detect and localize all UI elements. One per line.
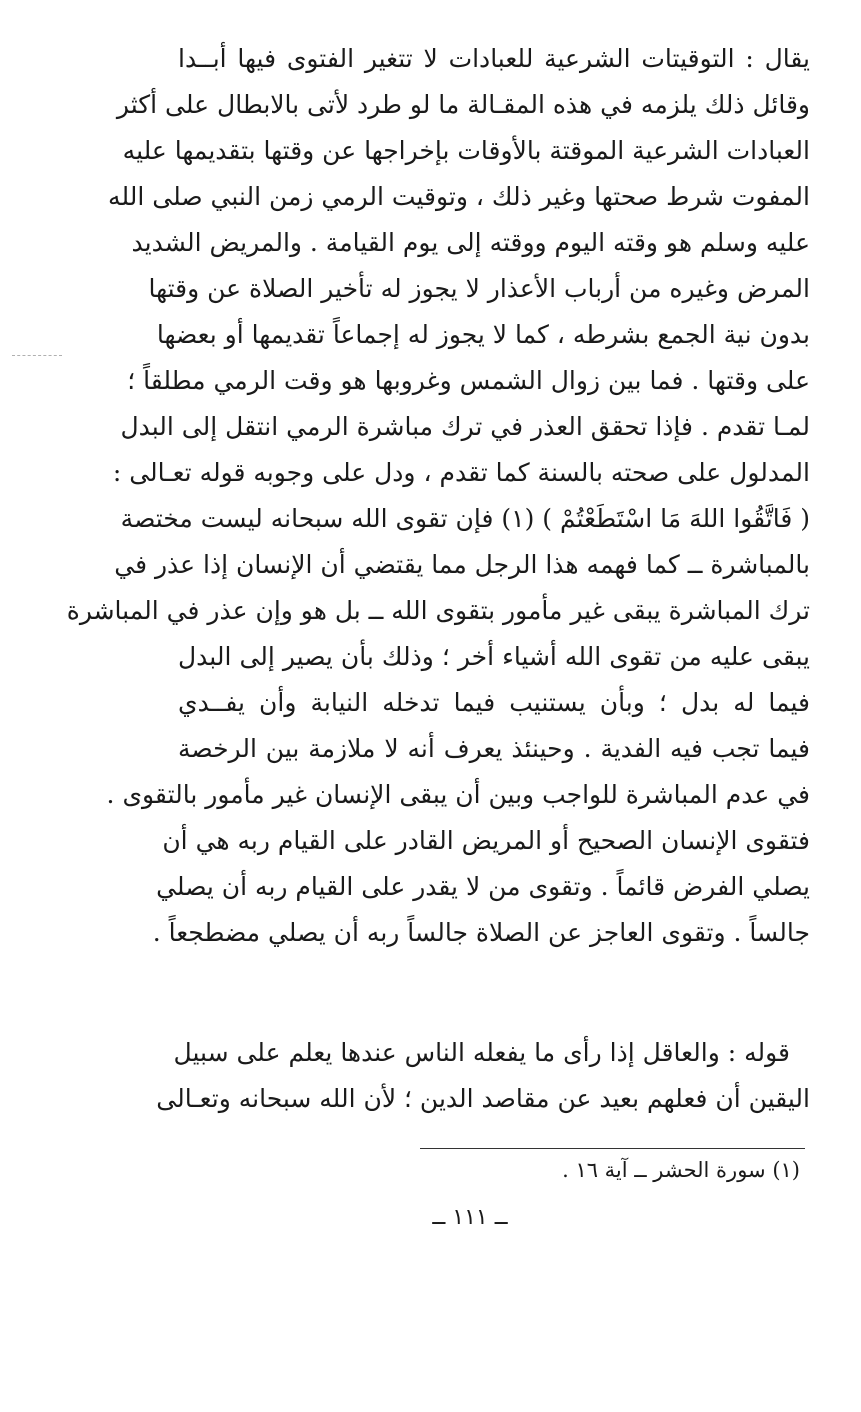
paragraph-1 [66,36,810,956]
text-line: اليقين أن فعلهم بعيد عن مقاصد الدين ؛ لأن الله سبحانه وتعـالى [156,1084,810,1113]
footnote: (١) سورة الحشر ــ آية ١٦ . [562,1158,800,1182]
paragraph-2 [156,1030,810,1122]
text-line: المدلول على صحته بالسنة كما تقدم ، ودل على وجوبه قوله تعـالى : [112,458,810,487]
text-line: بدون نية الجمع بشرطه ، كما لا يجوز له إجماعاً تقديمها أو بعضها [156,320,810,349]
margin-mark [12,355,62,356]
text-line: ترك المباشرة يبقى غير مأمور بتقوى الله ــ بل هو وإن عذر في المباشرة [66,596,810,625]
text-line: لمـا تقدم . فإذا تحقق العذر في ترك مباشرة الرمي انتقل إلى البدل [120,412,810,441]
text-line: في عدم المباشرة للواجب وبين أن يبقى الإنسان غير مأمور بالتقوى . [106,780,810,809]
page-number: ــ ١١١ ــ [432,1205,508,1230]
text-line: المرض وغيره من أرباب الأعذار لا يجوز له تأخير الصلاة عن وقتها [148,274,810,303]
text-line: يصلي الفرض قائماً . وتقوى من لا يقدر على القيام ربه أن يصلي [156,872,810,901]
text-line: فتقوى الإنسان الصحيح أو المريض القادر على القيام ربه هي أن [162,826,810,855]
text-line-quran-verse: ( فَاتَّقُوا اللهَ مَا اسْتَطَعْتُمْ ) (١) فإن تقوى الله سبحانه ليست مختصة [120,504,810,533]
text-line: على وقتها . فما بين زوال الشمس وغروبها هو وقت الرمي مطلقاً ؛ [127,366,810,395]
text-line: وقائل ذلك يلزمه في هذه المقـالة ما لو طرد لأتى بالابطال على أكثر [116,90,810,119]
text-line: فيما تجب فيه الفدية . وحينئذ يعرف أنه لا ملازمة بين الرخصة [178,734,810,763]
text-line: فيما له بدل ؛ وبأن يستنيب فيما تدخله النيابة وأن يفــدي [178,688,810,717]
text-line: جالساً . وتقوى العاجز عن الصلاة جالساً ربه أن يصلي مضطجعاً . [152,918,810,947]
text-line: يبقى عليه من تقوى الله أشياء أخر ؛ وذلك بأن يصير إلى البدل [178,642,810,671]
text-line: عليه وسلم هو وقته اليوم ووقته إلى يوم القيامة . والمريض الشديد [131,228,810,257]
footnote-divider [420,1148,805,1149]
text-line: قوله : والعاقل إذا رأى ما يفعله الناس عندها يعلم على سبيل [173,1038,790,1067]
text-line: يقال : التوقيتات الشرعية للعبادات لا تتغير الفتوى فيها أبــدا [178,44,810,73]
text-line: بالمباشرة ــ كما فهمه هذا الرجل مما يقتضي أن الإنسان إذا عذر في [114,550,810,579]
text-line: المفوت شرط صحتها وغير ذلك ، وتوقيت الرمي زمن النبي صلى الله [108,182,810,211]
text-line: العبادات الشرعية الموقتة بالأوقات بإخراجها عن وقتها بتقديمها عليه [122,136,810,165]
